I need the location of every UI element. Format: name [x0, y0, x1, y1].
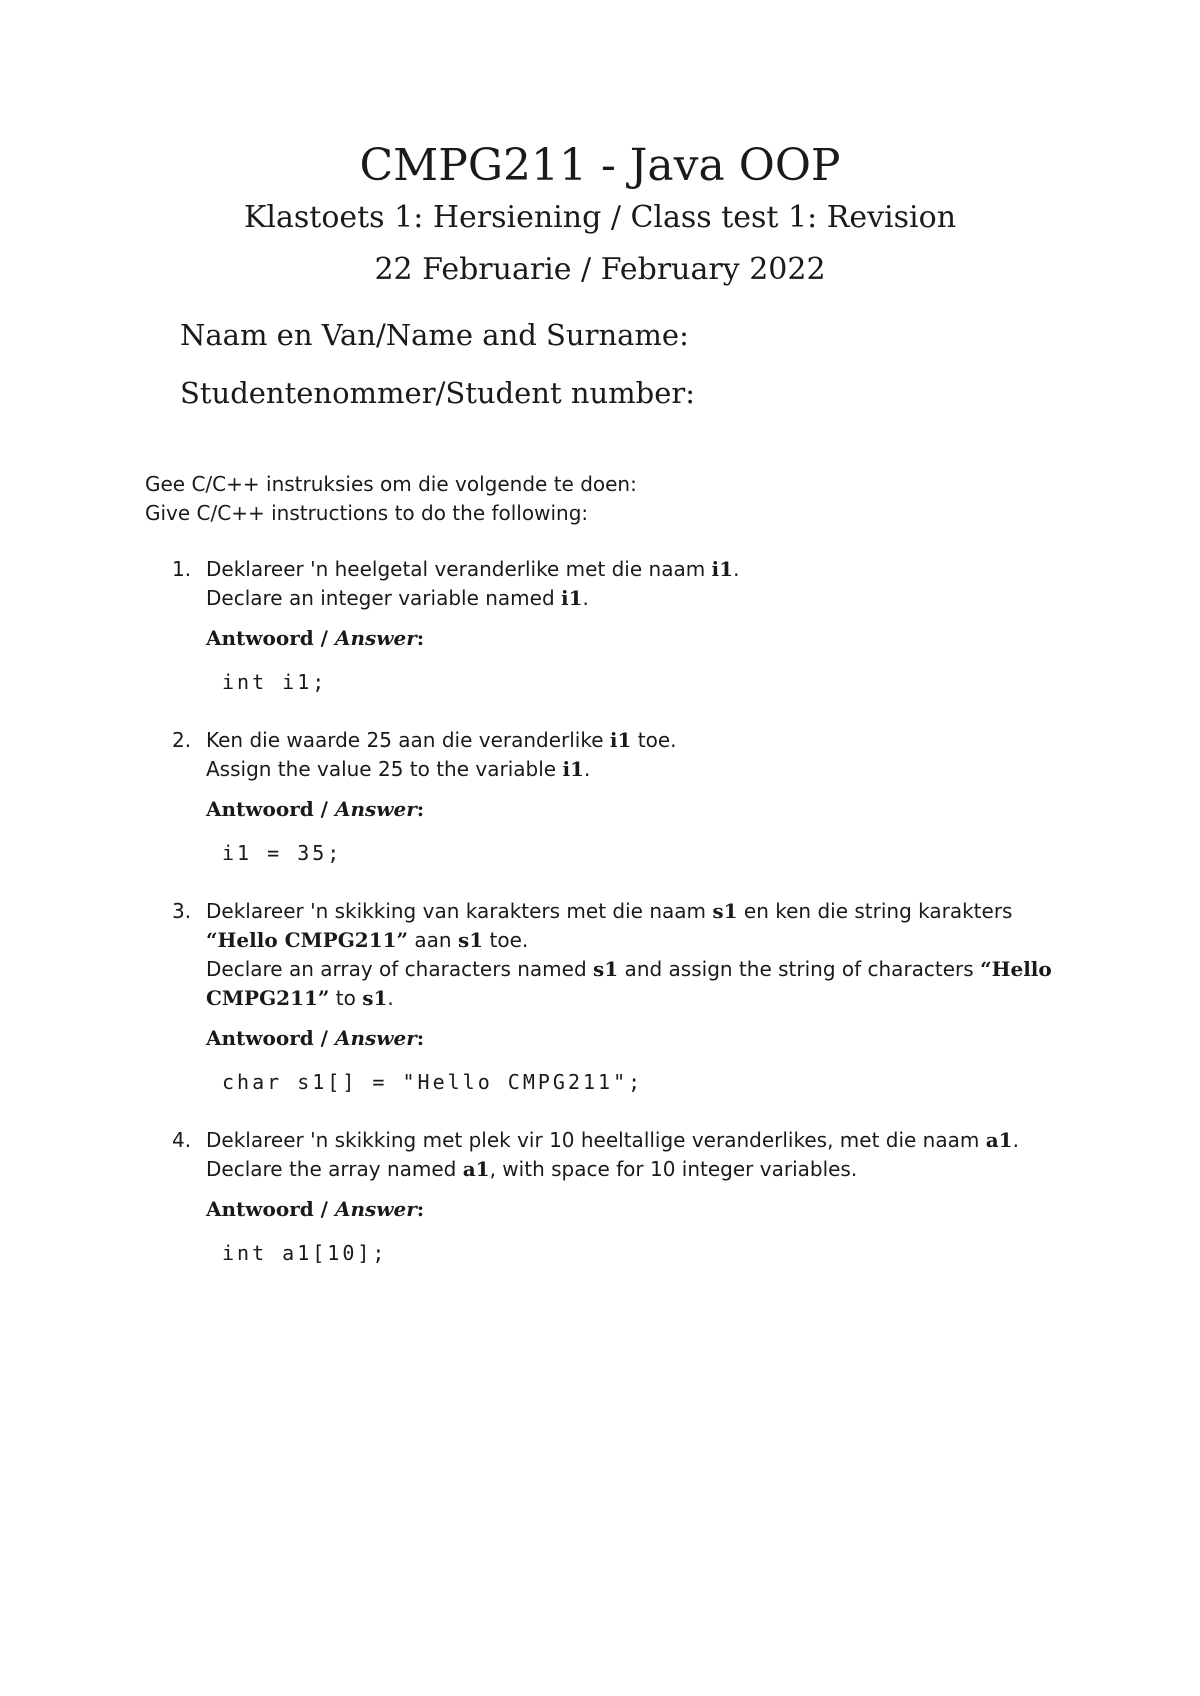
document-subtitle: Klastoets 1: Hersiening / Class test 1: Revision — [243, 200, 957, 235]
question-body — [206, 1126, 1066, 1268]
answer-label: Antwoord / Answer: — [206, 1197, 425, 1221]
student-number-label: Studentenommer/Student number: — [180, 376, 696, 410]
question-text-english: Assign the value 25 to the variable i1. — [206, 757, 591, 781]
question-number: 4. — [172, 1128, 192, 1152]
answer-code: i1 = 35; — [222, 841, 343, 865]
question-text-afrikaans: Ken die waarde 25 aan die veranderlike i1 toe. — [206, 728, 677, 752]
question-body — [206, 555, 1066, 697]
question-number: 2. — [172, 728, 192, 752]
answer-code: char s1[] = "Hello CMPG211"; — [222, 1070, 644, 1094]
question-body — [206, 897, 1066, 1097]
instructions-english: Give C/C++ instructions to do the following: — [145, 501, 589, 525]
answer-code: int i1; — [222, 670, 328, 694]
instructions-afrikaans: Gee C/C++ instruksies om die volgende te doen: — [145, 472, 637, 496]
question-text-english: Declare the array named a1, with space for 10 integer variables. — [206, 1157, 858, 1181]
question-text-afrikaans: Deklareer 'n skikking met plek vir 10 heeltallige veranderlikes, met die naam a1. — [206, 1128, 1019, 1152]
name-surname-label: Naam en Van/Name and Surname: — [180, 318, 689, 352]
question-text-afrikaans: Deklareer 'n skikking van karakters met die naam s1 en ken die string karakters “Hello CMPG211” aan s1 toe. — [206, 899, 1013, 952]
question-text-english: Declare an array of characters named s1 and assign the string of characters “Hello CMPG211” to s1. — [206, 957, 1052, 1010]
answer-label: Antwoord / Answer: — [206, 1026, 425, 1050]
question-number: 3. — [172, 899, 192, 923]
document-title: CMPG211 - Java OOP — [359, 140, 841, 191]
answer-label: Antwoord / Answer: — [206, 797, 425, 821]
question-body — [206, 726, 1066, 868]
answer-label: Antwoord / Answer: — [206, 626, 425, 650]
document-date: 22 Februarie / February 2022 — [374, 252, 826, 287]
question-number: 1. — [172, 557, 192, 581]
answer-code: int a1[10]; — [222, 1241, 388, 1265]
question-text-afrikaans: Deklareer 'n heelgetal veranderlike met die naam i1. — [206, 557, 740, 581]
question-text-english: Declare an integer variable named i1. — [206, 586, 589, 610]
